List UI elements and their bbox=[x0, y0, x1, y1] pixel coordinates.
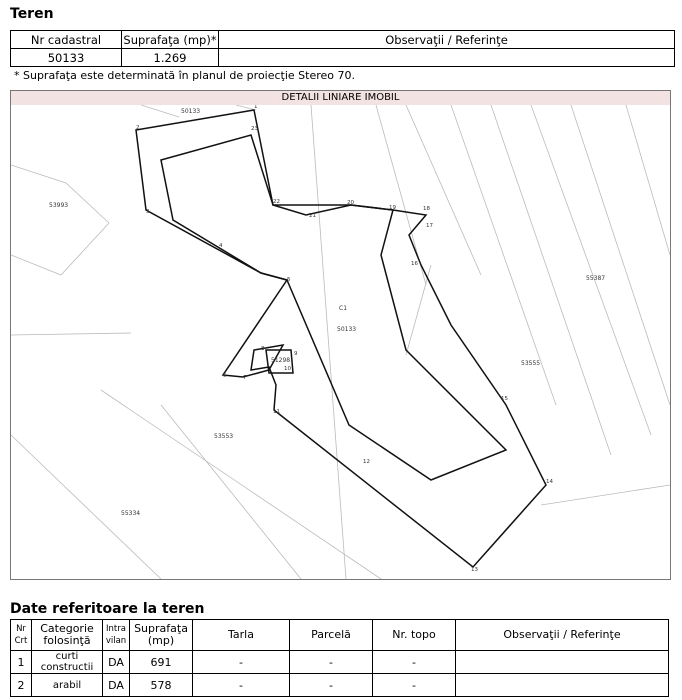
row-intravilan: DA bbox=[103, 674, 130, 697]
vertex-label: 1 bbox=[254, 105, 258, 110]
map-title: DETALII LINIARE IMOBIL bbox=[11, 91, 670, 105]
observatii-value bbox=[219, 49, 675, 67]
row-intravilan: DA bbox=[103, 651, 130, 674]
row-observatii bbox=[456, 651, 669, 674]
vertex-label: 3 bbox=[146, 209, 150, 215]
row-nr: 1 bbox=[11, 651, 32, 674]
date-table bbox=[10, 619, 669, 697]
row-suprafata: 691 bbox=[130, 651, 193, 674]
vertex-label: 12 bbox=[363, 459, 370, 465]
teren-row bbox=[11, 49, 675, 67]
parcel-plan bbox=[11, 105, 670, 579]
vertex-label: 22 bbox=[273, 199, 280, 205]
col-observatii-ref: Observaţii / Referinţe bbox=[456, 620, 669, 651]
label-53553: 53553 bbox=[214, 433, 234, 440]
vertex-label: 9 bbox=[294, 351, 298, 357]
col-parcela: Parcelă bbox=[290, 620, 373, 651]
label-51298: 51298 bbox=[271, 357, 291, 364]
row-categorie: curti constructii bbox=[32, 651, 103, 674]
vertex-label: 19 bbox=[389, 205, 396, 211]
footnote: * Suprafaţa este determinată în planul de proiecţie Stereo 70. bbox=[14, 69, 356, 82]
vertex-label: 17 bbox=[426, 223, 433, 229]
vertex-label: 18 bbox=[423, 206, 430, 212]
row-tarla: - bbox=[193, 651, 290, 674]
row-tarla: - bbox=[193, 674, 290, 697]
vertex-label: 20 bbox=[347, 200, 354, 206]
vertex-label: 10 bbox=[284, 366, 291, 372]
col-nr-crt: Nr Crt bbox=[11, 620, 32, 651]
row-topo: - bbox=[373, 674, 456, 697]
row-observatii bbox=[456, 674, 669, 697]
teren-table bbox=[10, 30, 675, 67]
col-tarla: Tarla bbox=[193, 620, 290, 651]
row-suprafata: 578 bbox=[130, 674, 193, 697]
label-55387: 55387 bbox=[586, 275, 606, 282]
label-53993: 53993 bbox=[49, 202, 69, 209]
map-panel bbox=[10, 90, 671, 580]
vertex-label: 16 bbox=[411, 261, 418, 267]
row-parcela: - bbox=[290, 651, 373, 674]
col-suprafata: Suprafaţa (mp)* bbox=[123, 32, 217, 47]
row-parcela: - bbox=[290, 674, 373, 697]
vertex-label: 13 bbox=[471, 567, 478, 573]
parcel-labels bbox=[49, 108, 605, 517]
vertex-label: 8 bbox=[261, 346, 265, 352]
col-nr-cadastral: Nr cadastral bbox=[11, 31, 122, 49]
nr-cadastral-value: 50133 bbox=[11, 49, 122, 67]
neighbor-lines bbox=[11, 105, 670, 579]
vertex-label: 7 bbox=[243, 375, 247, 381]
date-title: Date referitoare la teren bbox=[10, 601, 205, 617]
vertex-label: 5 bbox=[287, 277, 291, 283]
vertex-label: 6 bbox=[223, 373, 227, 379]
parcel-boundary bbox=[136, 110, 546, 567]
vertex-label: 21 bbox=[309, 213, 316, 219]
row-topo: - bbox=[373, 651, 456, 674]
teren-title: Teren bbox=[10, 6, 54, 22]
col-observatii: Observaţii / Referinţe bbox=[219, 31, 675, 49]
col-nr-topo: Nr. topo bbox=[373, 620, 456, 651]
vertex-label: 11 bbox=[273, 409, 280, 415]
row-nr: 2 bbox=[11, 674, 32, 697]
label-55334: 55334 bbox=[121, 510, 141, 517]
label-50133-center: 50133 bbox=[337, 326, 357, 333]
col-categorie: Categorie folosinţă bbox=[32, 620, 103, 651]
suprafata-value: 1.269 bbox=[122, 49, 219, 67]
table-row bbox=[11, 651, 669, 674]
table-row bbox=[11, 674, 669, 697]
col-intravilan: Intra vilan bbox=[103, 620, 130, 651]
vertex-label: 23 bbox=[251, 126, 258, 132]
label-c1: C1 bbox=[339, 305, 348, 312]
vertex-labels bbox=[136, 105, 553, 573]
col-suprafata-mp: Suprafaţa (mp) bbox=[130, 620, 193, 651]
label-50133-top: 50133 bbox=[181, 108, 201, 115]
vertex-label: 14 bbox=[546, 479, 553, 485]
vertex-label: 15 bbox=[501, 396, 508, 402]
row-categorie: arabil bbox=[32, 674, 103, 697]
date-header-row bbox=[11, 620, 669, 651]
teren-header-row bbox=[11, 31, 675, 49]
vertex-label: 2 bbox=[136, 125, 140, 131]
label-53555: 53555 bbox=[521, 360, 541, 367]
vertex-label: 4 bbox=[219, 243, 223, 249]
